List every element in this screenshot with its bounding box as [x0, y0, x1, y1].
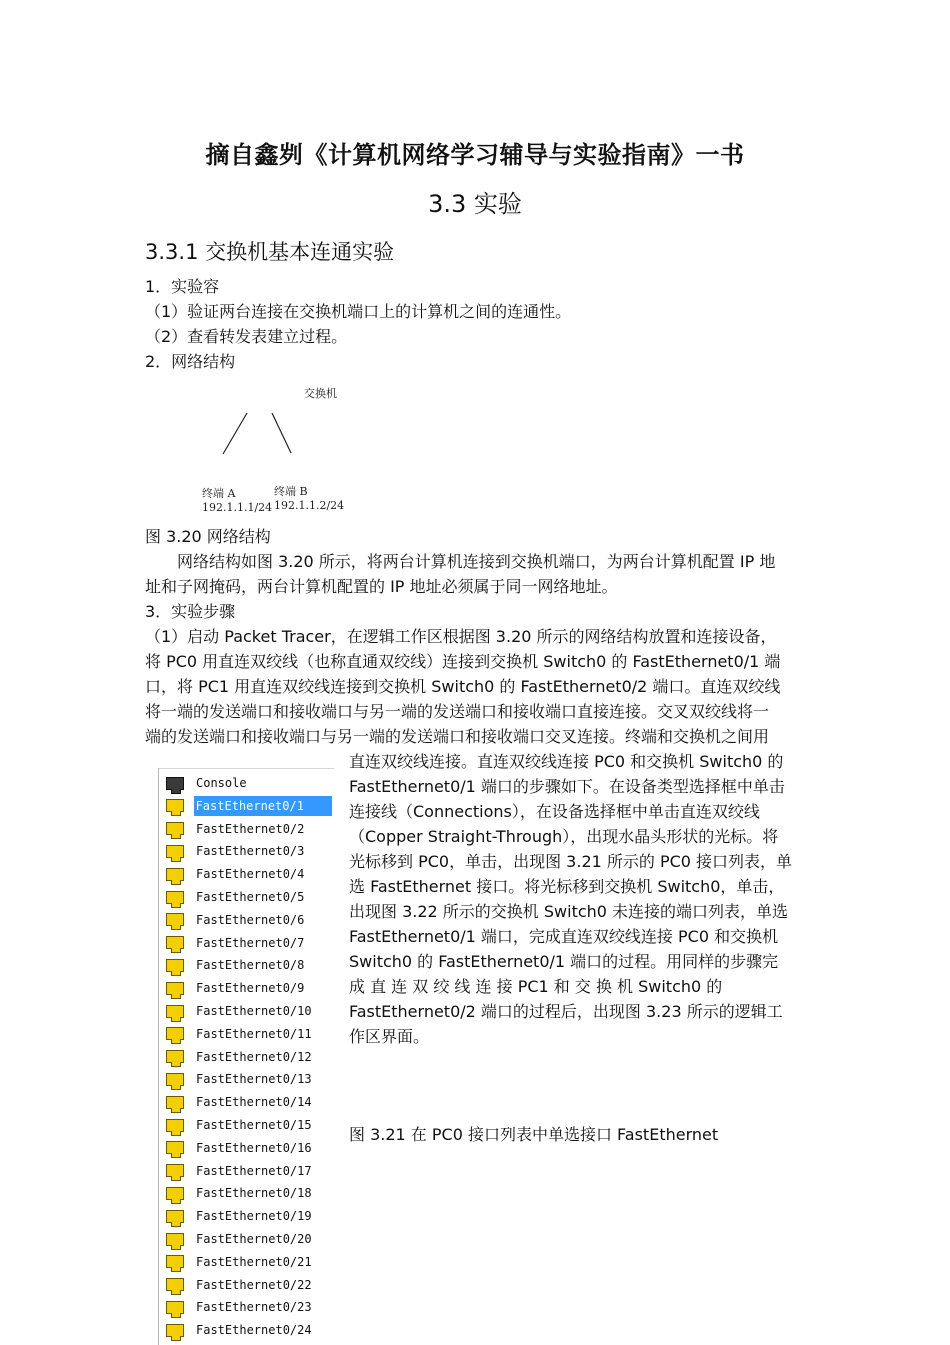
interface-item[interactable] — [162, 1114, 332, 1136]
interface-item[interactable] — [162, 863, 332, 885]
link-line-a — [223, 413, 247, 454]
interface-label: FastEthernet0/18 — [196, 1186, 312, 1201]
interface-label: FastEthernet0/9 — [196, 981, 305, 996]
interface-item[interactable] — [162, 954, 332, 976]
ethernet-port-icon — [166, 1255, 184, 1268]
ethernet-port-icon — [166, 1187, 184, 1200]
interface-item[interactable] — [162, 909, 332, 931]
paragraph-line: FastEthernet0/2 端口的过程后，出现图 3.23 所示的逻辑工 — [349, 1002, 783, 1021]
ethernet-port-icon — [166, 982, 184, 995]
chapter-heading: 3.3 实验 — [428, 190, 522, 218]
link-lines — [215, 405, 305, 460]
terminal-a-label: 终端 A — [202, 487, 236, 500]
interface-item[interactable] — [162, 1182, 332, 1204]
interface-label: FastEthernet0/1 — [194, 796, 332, 816]
item-view-forwarding-table: （2）查看转发表建立过程。 — [145, 327, 348, 346]
interface-label: FastEthernet0/15 — [196, 1118, 312, 1132]
interface-item[interactable] — [162, 1319, 332, 1341]
interface-item[interactable] — [162, 977, 332, 999]
paragraph-line: 光标移到 PC0，单击，出现图 3.21 所示的 PC0 接口列表，单 — [349, 852, 793, 871]
paragraph-line: 址和子网掩码，两台计算机配置的 IP 地址必须属于同一网络地址。 — [145, 577, 618, 596]
interface-label: FastEthernet0/8 — [196, 958, 305, 973]
pc0-interface-list — [158, 768, 334, 1345]
interface-item[interactable] — [162, 818, 332, 840]
ethernet-port-icon — [166, 845, 184, 858]
ethernet-port-icon — [166, 822, 184, 835]
interface-label: FastEthernet0/6 — [196, 912, 305, 927]
interface-label: FastEthernet0/21 — [196, 1254, 312, 1269]
ethernet-port-icon — [166, 1141, 184, 1154]
interface-label: FastEthernet0/12 — [196, 1049, 312, 1064]
ethernet-port-icon — [166, 913, 184, 926]
ethernet-port-icon — [166, 1210, 184, 1223]
paragraph-line: 将 PC0 用直连双绞线（也称直通双绞线）连接到交换机 Switch0 的 FastEthernet0/1 端 — [145, 652, 781, 671]
interface-label: FastEthernet0/22 — [196, 1277, 312, 1292]
interface-item[interactable] — [162, 840, 332, 862]
interface-label: FastEthernet0/20 — [196, 1232, 312, 1246]
paragraph-line: 成 直 连 双 绞 线 连 接 PC1 和 交 换 机 Switch0 的 — [349, 977, 723, 996]
ethernet-port-icon — [166, 799, 184, 812]
interface-item[interactable] — [162, 1046, 332, 1068]
interface-item[interactable] — [162, 1228, 332, 1250]
interface-item[interactable] — [162, 1091, 332, 1113]
interface-label: FastEthernet0/11 — [196, 1026, 312, 1041]
interface-item-console[interactable] — [162, 772, 332, 794]
terminal-b-label: 终端 B — [274, 485, 308, 498]
paragraph-line: FastEthernet0/1 端口的步骤如下。在设备类型选择框中单击 — [349, 777, 785, 796]
paragraph-line: Switch0 的 FastEthernet0/1 端口的过程。用同样的步骤完 — [349, 952, 779, 971]
interface-item[interactable] — [162, 1251, 332, 1273]
interface-item[interactable] — [162, 1296, 332, 1318]
ethernet-port-icon — [166, 959, 184, 972]
interface-label: FastEthernet0/24 — [196, 1323, 312, 1338]
interface-label: FastEthernet0/10 — [196, 1004, 312, 1018]
interface-label: FastEthernet0/4 — [196, 867, 305, 882]
terminal-a-ip: 192.1.1.1/24 — [202, 501, 273, 514]
ethernet-port-icon — [166, 1301, 184, 1314]
link-line-b — [272, 413, 291, 453]
interface-label: FastEthernet0/5 — [196, 890, 305, 904]
interface-item[interactable] — [162, 932, 332, 954]
interface-label: FastEthernet0/3 — [196, 844, 305, 859]
item-verify-connectivity: （1）验证两台连接在交换机端口上的计算机之间的连通性。 — [145, 302, 572, 321]
ethernet-port-icon — [166, 1005, 184, 1018]
interface-item[interactable] — [162, 1000, 332, 1022]
paragraph-line: 将一端的发送端口和接收端口与另一端的发送端口和接收端口直接连接。交叉双绞线将一 — [145, 702, 770, 721]
paragraph-line: 直连双绞线连接。直连双绞线连接 PC0 和交换机 Switch0 的 — [349, 752, 784, 771]
interface-item[interactable] — [162, 795, 332, 817]
ethernet-port-icon — [166, 1164, 184, 1177]
ethernet-port-icon — [166, 1073, 184, 1086]
item-network-structure: 2．网络结构 — [145, 352, 236, 371]
ethernet-port-icon — [166, 1119, 184, 1132]
interface-item[interactable] — [162, 1068, 332, 1090]
figure-3-21-caption: 图 3.21 在 PC0 接口列表中单选接口 FastEthernet — [349, 1125, 719, 1144]
interface-label: FastEthernet0/14 — [196, 1095, 312, 1110]
figure-3-20-caption: 图 3.20 网络结构 — [145, 527, 271, 546]
interface-label: FastEthernet0/2 — [196, 821, 305, 836]
paragraph-line: 出现图 3.22 所示的交换机 Switch0 未连接的端口列表，单选 — [349, 902, 789, 921]
paragraph-line: 连接线（Connections），在设备选择框中单击直连双绞线 — [349, 802, 760, 821]
interface-item[interactable] — [162, 886, 332, 908]
section-heading: 3.3.1 交换机基本连通实验 — [145, 240, 395, 264]
ethernet-port-icon — [166, 1096, 184, 1109]
paragraph-line: 端的发送端口和接收端口与另一端的发送端口和接收端口交叉连接。终端和交换机之间用 — [145, 727, 770, 746]
steps-heading: 3．实验步骤 — [145, 602, 236, 621]
paragraph-line: 口，将 PC1 用直连双绞线连接到交换机 Switch0 的 FastEthernet0/2 端口。直连双绞线 — [145, 677, 781, 696]
paragraph-line: （1）启动 Packet Tracer，在逻辑工作区根据图 3.20 所示的网络结构放置和连接设备， — [145, 627, 777, 646]
item-experiment-content: 1．实验容 — [145, 277, 220, 296]
ethernet-port-icon — [166, 1027, 184, 1040]
ethernet-port-icon — [166, 1324, 184, 1337]
interface-item[interactable] — [162, 1205, 332, 1227]
ethernet-port-icon — [166, 1233, 184, 1246]
interface-label: FastEthernet0/23 — [196, 1300, 312, 1315]
interface-item[interactable] — [162, 1023, 332, 1045]
interface-label: FastEthernet0/7 — [196, 935, 305, 950]
interface-label: FastEthernet0/13 — [196, 1072, 312, 1087]
interface-item[interactable] — [162, 1137, 332, 1159]
interface-item[interactable] — [162, 1160, 332, 1182]
switch-label: 交换机 — [304, 387, 337, 400]
ethernet-port-icon — [166, 1278, 184, 1291]
paragraph-line: 作区界面。 — [349, 1027, 430, 1046]
ethernet-port-icon — [166, 868, 184, 881]
paragraph-line: （Copper Straight-Through），出现水晶头形状的光标。将 — [349, 827, 779, 846]
document-title: 摘自鑫刿《计算机网络学习辅导与实验指南》一书 — [205, 141, 745, 169]
ethernet-port-icon — [166, 891, 184, 904]
interface-label: Console — [196, 776, 247, 790]
ethernet-port-icon — [166, 936, 184, 949]
interface-label: FastEthernet0/17 — [196, 1163, 312, 1178]
interface-item[interactable] — [162, 1274, 332, 1296]
terminal-b-ip: 192.1.1.2/24 — [274, 499, 345, 512]
interface-label: FastEthernet0/19 — [196, 1209, 312, 1224]
paragraph-line: 网络结构如图 3.20 所示，将两台计算机连接到交换机端口，为两台计算机配置 IP 地 — [177, 552, 776, 571]
paragraph-line: 选 FastEthernet 接口。将光标移到交换机 Switch0，单击， — [349, 877, 785, 896]
paragraph-line: FastEthernet0/1 端口，完成直连双绞线连接 PC0 和交换机 — [349, 927, 779, 946]
interface-label: FastEthernet0/16 — [196, 1140, 312, 1155]
ethernet-port-icon — [166, 1050, 184, 1063]
console-port-icon — [166, 777, 184, 790]
